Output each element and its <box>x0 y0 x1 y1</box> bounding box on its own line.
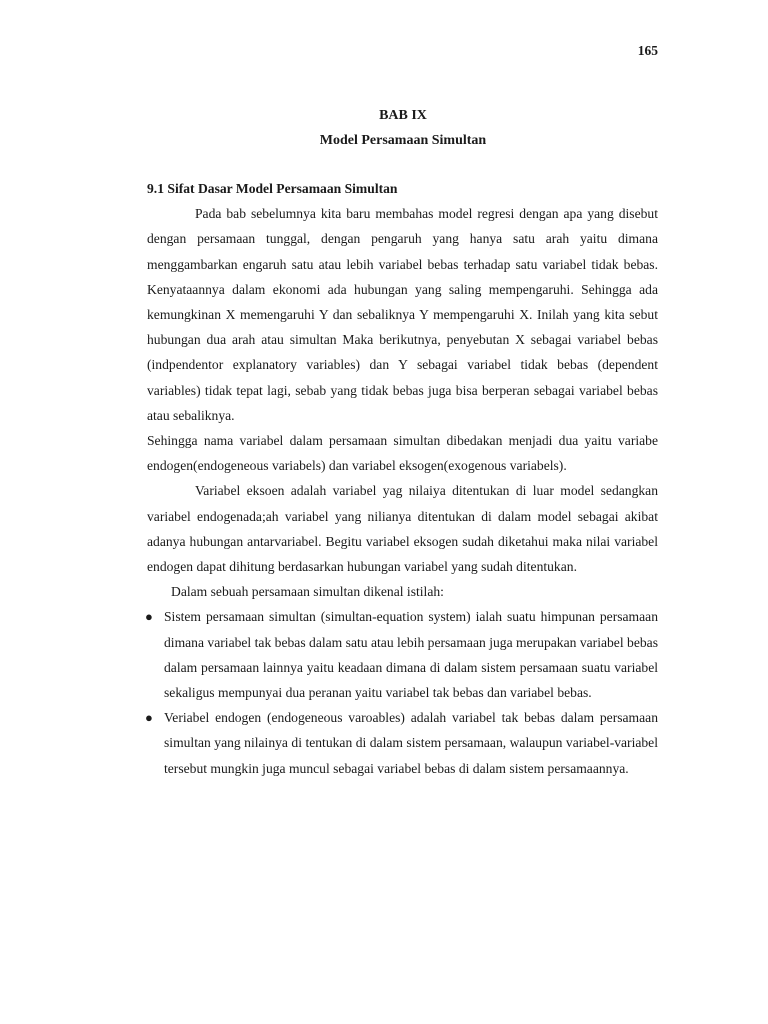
paragraph-variable-types: Sehingga nama variabel dalam persamaan simultan dibedakan menjadi dua yaitu variabe endogen(endogeneous variabels) dan variabel eksogen(exogenous variabels). <box>147 433 658 474</box>
bullet-icon: ● <box>145 710 153 726</box>
paragraph-terms-intro: Dalam sebuah persamaan simultan dikenal istilah: <box>171 584 444 600</box>
chapter-header <box>0 103 768 153</box>
list-item <box>147 705 658 781</box>
paragraph-intro: Pada bab sebelumnya kita baru membahas model regresi dengan apa yang disebut dengan persamaan tunggal, dengan pengaruh yang hanya satu arah yaitu dimana menggambarkan engaruh satu atau lebih variabel bebas terhadap satu variabel tidak bebas. Kenyataannya dalam ekonomi ada hubungan yang saling mempengaruhi. Sehingga ada kemungkinan X memengaruhi Y dan sebaliknya Y mempengaruhi X. Inilah yang kita sebut hubungan dua arah atau simultan Maka berikutnya, penyebutan X sebagai variabel bebas (indpendentor explanatory variables) dan Y sebagai variabel tidak bebas (dependent variables) tidak tepat lagi, sebab yang tidak bebas juga bisa berperan sebagai variabel bebas atau sebaliknya. <box>147 206 658 423</box>
chapter-title: Model Persamaan Simultan <box>319 133 487 148</box>
section-heading: 9.1 Sifat Dasar Model Persamaan Simultan <box>147 181 398 196</box>
bullet-icon: ● <box>145 609 153 625</box>
section-body <box>147 176 658 781</box>
page-number: 165 <box>637 43 658 58</box>
list-item <box>147 604 658 705</box>
chapter-label: BAB IX <box>379 108 427 123</box>
list-item-text: Veriabel endogen (endogeneous varoables) adalah variabel tak bebas dalam persamaan simultan yang nilainya di tentukan di dalam sistem persamaan, walaupun variabel-variabel tersebut mungkin juga muncul sebagai variabel bebas di dalam sistem persamaannya. <box>164 710 658 776</box>
list-item-text: Sistem persamaan simultan (simultan-equation system) ialah suatu himpunan persamaan dimana variabel tak bebas dalam satu atau lebih persamaan juga merupakan variabel bebas dalam persamaan lainnya yaitu keadaan dimana di dalam sistem persamaan suatu variabel sekaligus mempunyai dua peranan yaitu variabel tak bebas dan variabel bebas. <box>164 609 658 701</box>
terms-list <box>147 604 658 780</box>
paragraph-exogenous-definition: Variabel eksoen adalah variabel yag nilaiya ditentukan di luar model sedangkan variabel endogenada;ah variabel yang nilianya ditentukan di dalam model sebagai akibat adanya hubungan antarvariabel. Begitu variabel eksogen sudah diketahui maka nilai variabel endogen dapat dihitung berdasarkan hubungan variabel yang sudah ditentukan. <box>147 483 658 575</box>
